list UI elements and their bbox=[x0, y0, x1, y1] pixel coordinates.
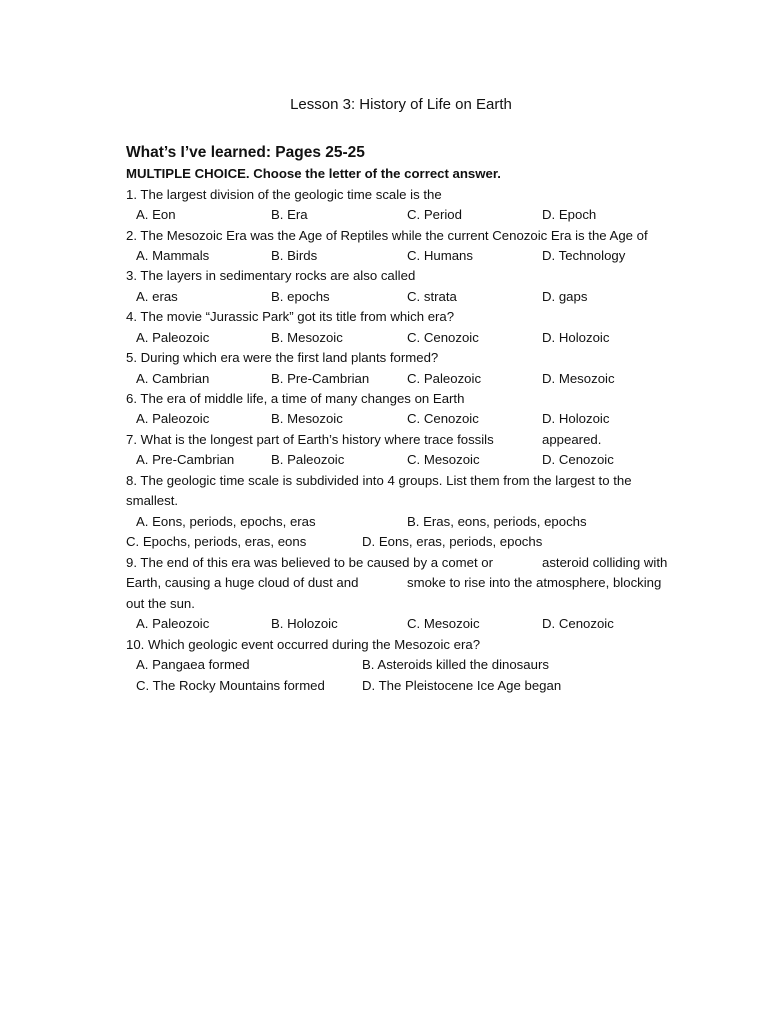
choice-4a: A. Paleozoic bbox=[136, 330, 210, 345]
choice-4b: B. Mesozoic bbox=[271, 330, 343, 345]
question-9-line-2: Earth, causing a huge cloud of dust and bbox=[126, 575, 359, 590]
choice-6b: B. Mesozoic bbox=[271, 411, 343, 426]
choice-1c: C. Period bbox=[407, 207, 462, 222]
choice-8d: D. Eons, eras, periods, epochs bbox=[362, 534, 543, 549]
choice-7d: D. Cenozoic bbox=[542, 452, 614, 467]
choice-8a: A. Eons, periods, epochs, eras bbox=[136, 514, 316, 529]
choice-7c: C. Mesozoic bbox=[407, 452, 480, 467]
choice-10a: A. Pangaea formed bbox=[136, 657, 250, 672]
choice-5a: A. Cambrian bbox=[136, 371, 210, 386]
question-9-line-1-tail: asteroid colliding with bbox=[542, 555, 668, 570]
choice-8b: B. Eras, eons, periods, epochs bbox=[407, 514, 587, 529]
question-5: 5. During which era were the first land plants formed? bbox=[126, 350, 439, 365]
choice-3d: D. gaps bbox=[542, 289, 588, 304]
question-8-line-2: smallest. bbox=[126, 493, 179, 508]
question-9-line-1: 9. The end of this era was believed to be caused by a comet or bbox=[126, 555, 494, 570]
question-9-line-2-tail: smoke to rise into the atmosphere, blocking bbox=[407, 575, 662, 590]
choice-3c: C. strata bbox=[407, 289, 457, 304]
choice-2a: A. Mammals bbox=[136, 248, 210, 263]
choice-10d: D. The Pleistocene Ice Age began bbox=[362, 678, 562, 693]
instructions: MULTIPLE CHOICE. Choose the letter of the correct answer. bbox=[126, 166, 501, 181]
choice-10b: B. Asteroids killed the dinosaurs bbox=[362, 657, 549, 672]
choice-6d: D. Holozoic bbox=[542, 411, 610, 426]
choice-2d: D. Technology bbox=[542, 248, 626, 263]
choice-9c: C. Mesozoic bbox=[407, 616, 480, 631]
question-7: 7. What is the longest part of Earth’s history where trace fossils bbox=[126, 432, 494, 447]
question-4: 4. The movie “Jurassic Park” got its title from which era? bbox=[126, 309, 455, 324]
choice-5b: B. Pre-Cambrian bbox=[271, 371, 370, 386]
choice-4c: C. Cenozoic bbox=[407, 330, 479, 345]
choice-2b: B. Birds bbox=[271, 248, 318, 263]
choice-1d: D. Epoch bbox=[542, 207, 597, 222]
choice-7b: B. Paleozoic bbox=[271, 452, 345, 467]
choice-8c: C. Epochs, periods, eras, eons bbox=[126, 534, 307, 549]
choice-3b: B. epochs bbox=[271, 289, 330, 304]
choice-3a: A. eras bbox=[136, 289, 178, 304]
question-1: 1. The largest division of the geologic time scale is the bbox=[126, 187, 442, 202]
section-heading: What’s I’ve learned: Pages 25-25 bbox=[126, 144, 365, 161]
choice-9a: A. Paleozoic bbox=[136, 616, 210, 631]
question-7-tail: appeared. bbox=[542, 432, 602, 447]
choice-5c: C. Paleozoic bbox=[407, 371, 482, 386]
choice-2c: C. Humans bbox=[407, 248, 473, 263]
choice-9b: B. Holozoic bbox=[271, 616, 338, 631]
question-3: 3. The layers in sedimentary rocks are also called bbox=[126, 268, 416, 283]
choice-1a: A. Eon bbox=[136, 207, 176, 222]
choice-6a: A. Paleozoic bbox=[136, 411, 210, 426]
question-9-line-3: out the sun. bbox=[126, 596, 195, 611]
choice-10c: C. The Rocky Mountains formed bbox=[136, 678, 325, 693]
choice-7a: A. Pre-Cambrian bbox=[136, 452, 235, 467]
choice-4d: D. Holozoic bbox=[542, 330, 610, 345]
choice-9d: D. Cenozoic bbox=[542, 616, 614, 631]
choice-1b: B. Era bbox=[271, 207, 308, 222]
lesson-title: Lesson 3: History of Life on Earth bbox=[290, 96, 512, 113]
choice-6c: C. Cenozoic bbox=[407, 411, 479, 426]
question-8-line-1: 8. The geologic time scale is subdivided into 4 groups. List them from the largest to the bbox=[126, 473, 632, 488]
question-2: 2. The Mesozoic Era was the Age of Reptiles while the current Cenozoic Era is the Age of bbox=[126, 228, 648, 243]
choice-5d: D. Mesozoic bbox=[542, 371, 615, 386]
question-6: 6. The era of middle life, a time of many changes on Earth bbox=[126, 391, 465, 406]
question-10: 10. Which geologic event occurred during the Mesozoic era? bbox=[126, 637, 481, 652]
